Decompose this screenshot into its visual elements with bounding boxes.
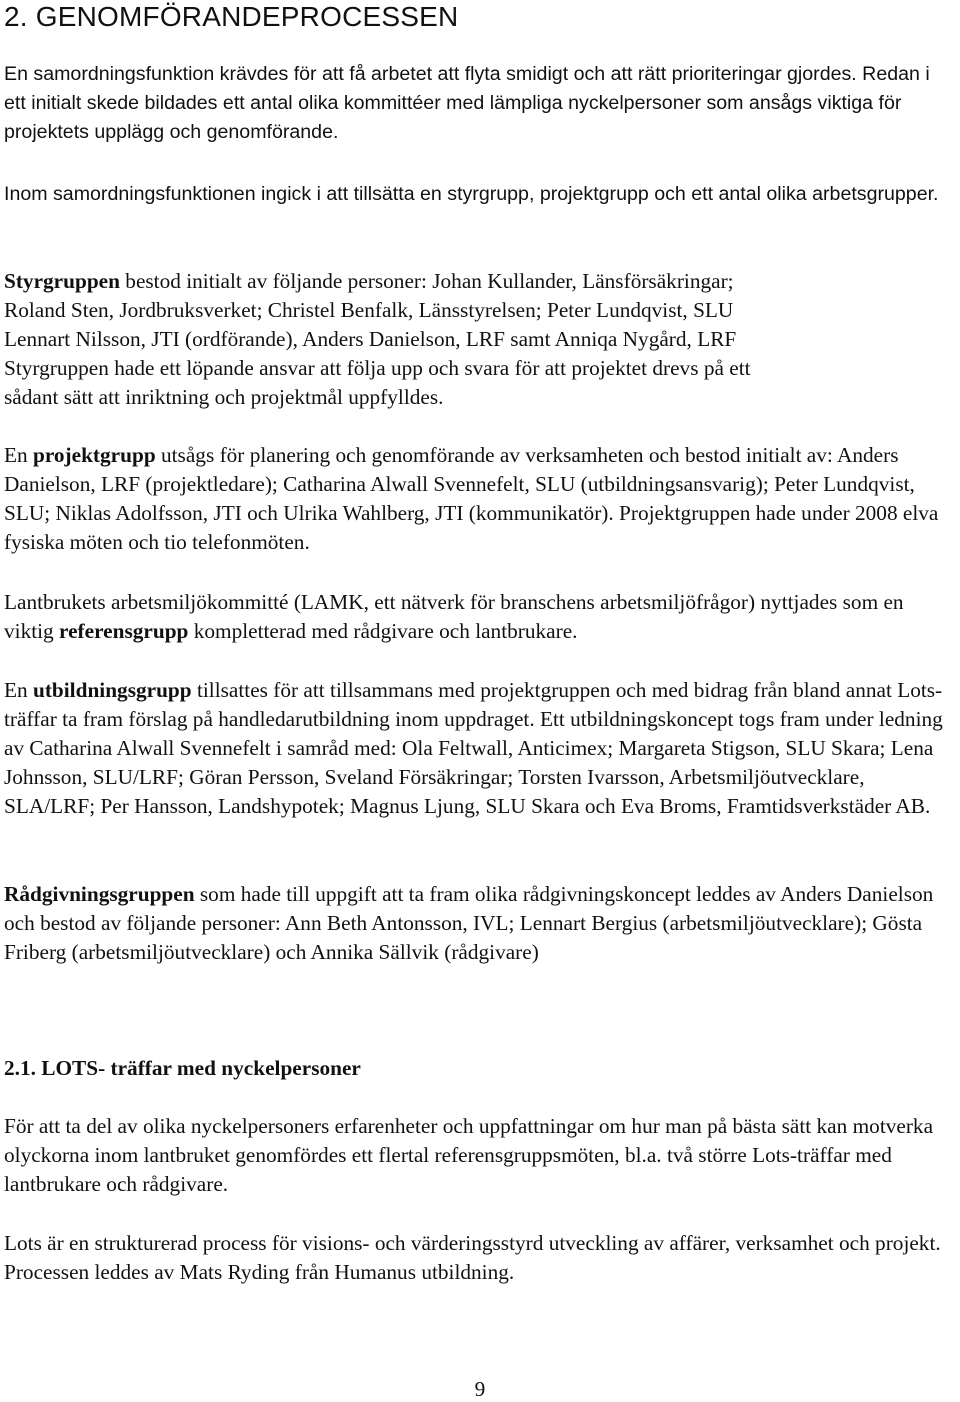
text-fragment: Lantbrukets arbetsmiljökommitté (LAMK, ett nätverk för branschens arbetsmiljöfrågor) nyttjades som en viktig [4, 590, 904, 643]
paragraph-radgivningsgruppen [4, 880, 958, 967]
page-number: 9 [474, 1377, 486, 1401]
term-styrgruppen: Styrgruppen [4, 269, 120, 293]
paragraph-samordningsfunktion: Inom samordningsfunktionen ingick i att tillsätta en styrgrupp, projektgrupp och ett antal olika arbetsgrupper. [4, 183, 939, 205]
text-fragment: Styrgruppen hade ett löpande ansvar att följa upp och svara för att projektet drevs på ett [4, 356, 751, 380]
paragraph-styrgruppen [4, 267, 958, 412]
term-projektgrupp: projektgrupp [32, 443, 156, 467]
text-fragment: sådant sätt att inriktning och projektmål uppfylldes. [4, 385, 444, 409]
paragraph-utbildningsgrupp [4, 676, 958, 821]
term-utbildningsgrupp: utbildningsgrupp [32, 678, 192, 702]
text-fragment: Roland Sten, Jordbruksverket; Christel Benfalk, Länsstyrelsen; Peter Lundqvist, SLU [4, 298, 734, 322]
paragraph-lots-traffar: För att ta del av olika nyckelpersoners erfarenheter och uppfattningar om hur man på bästa sätt kan motverka olyckorna inom lantbruket genomfördes ett flertal referensgruppsmöten, bl.a. två större Lots-träffar med lantbrukare och rådgivare. [4, 1114, 934, 1196]
text-fragment: tillsattes för att tillsammans med projektgruppen och med bidrag från bland annat Lots-träffar ta fram förslag på handledarutbildning inom uppdraget. Ett utbildningskoncept togs fram under ledning av Catharina Alwall Svennefelt i samråd med: Ola Feltwall, Anticimex; Margareta Stigson, SLU Skara; Lena Johnsson, SLU/LRF; Göran Persson, Sveland Försäkringar; Torsten Ivarsson, Arbetsmiljöutvecklare, SLA/LRF; Per Hansson, Landshypotek; Magnus Ljung, SLU Skara och Eva Broms, Framtidsverkstäder AB. [4, 678, 943, 818]
paragraph-referensgrupp [4, 588, 958, 646]
text-fragment: En [4, 678, 33, 702]
text-fragment: En [4, 443, 33, 467]
paragraph-samordning: En samordningsfunktion krävdes för att få arbetet att flyta smidigt och att rätt prioriteringar gjordes. Redan i ett initialt skede bildades ett antal olika kommittéer med lämpliga nyckelpersoner som ansågs viktiga för projektets upplägg och genomförande. [4, 63, 930, 143]
text-fragment: utsågs för planering och genomförande av verksamheten och bestod initialt av: Anders Danielson, LRF (projektledare); Catharina Alwall Svennefelt, SLU (utbildningsansvarig); Peter Lundqvist, SLU; Niklas Adolfsson, JTI och Ulrika Wahlberg, JTI (kommunikatör). Projektgruppen hade under 2008 elva fysiska möten och tio telefonmöten. [4, 443, 939, 554]
term-referensgrupp: referensgrupp [59, 619, 189, 643]
text-fragment: Lennart Nilsson, JTI (ordförande), Anders Danielson, LRF samt Anniqa Nygård, LRF [4, 327, 737, 351]
section-heading: 2. GENOMFÖRANDEPROCESSEN [4, 1, 459, 32]
subsection-heading: 2.1. LOTS- träffar med nyckelpersoner [4, 1056, 361, 1080]
text-fragment: bestod initialt av följande personer: Johan Kullander, Länsförsäkringar; [119, 269, 734, 293]
paragraph-projektgrupp [4, 441, 958, 557]
text-fragment: som hade till uppgift att ta fram olika rådgivningskoncept leddes av Anders Danielson och bestod av följande personer: Ann Beth Antonsson, IVL; Lennart Bergius (arbetsmiljöutvecklare); Gösta Friberg (arbetsmiljöutvecklare) och Annika Sällvik (rådgivare) [4, 882, 934, 964]
term-radgivningsgruppen: Rådgivningsgruppen [4, 882, 195, 906]
text-fragment: kompletterad med rådgivare och lantbrukare. [188, 619, 578, 643]
paragraph-lots-process: Lots är en strukturerad process för visions- och värderingsstyrd utveckling av affärer, verksamhet och projekt. Processen leddes av Mats Ryding från Humanus utbildning. [4, 1231, 941, 1284]
